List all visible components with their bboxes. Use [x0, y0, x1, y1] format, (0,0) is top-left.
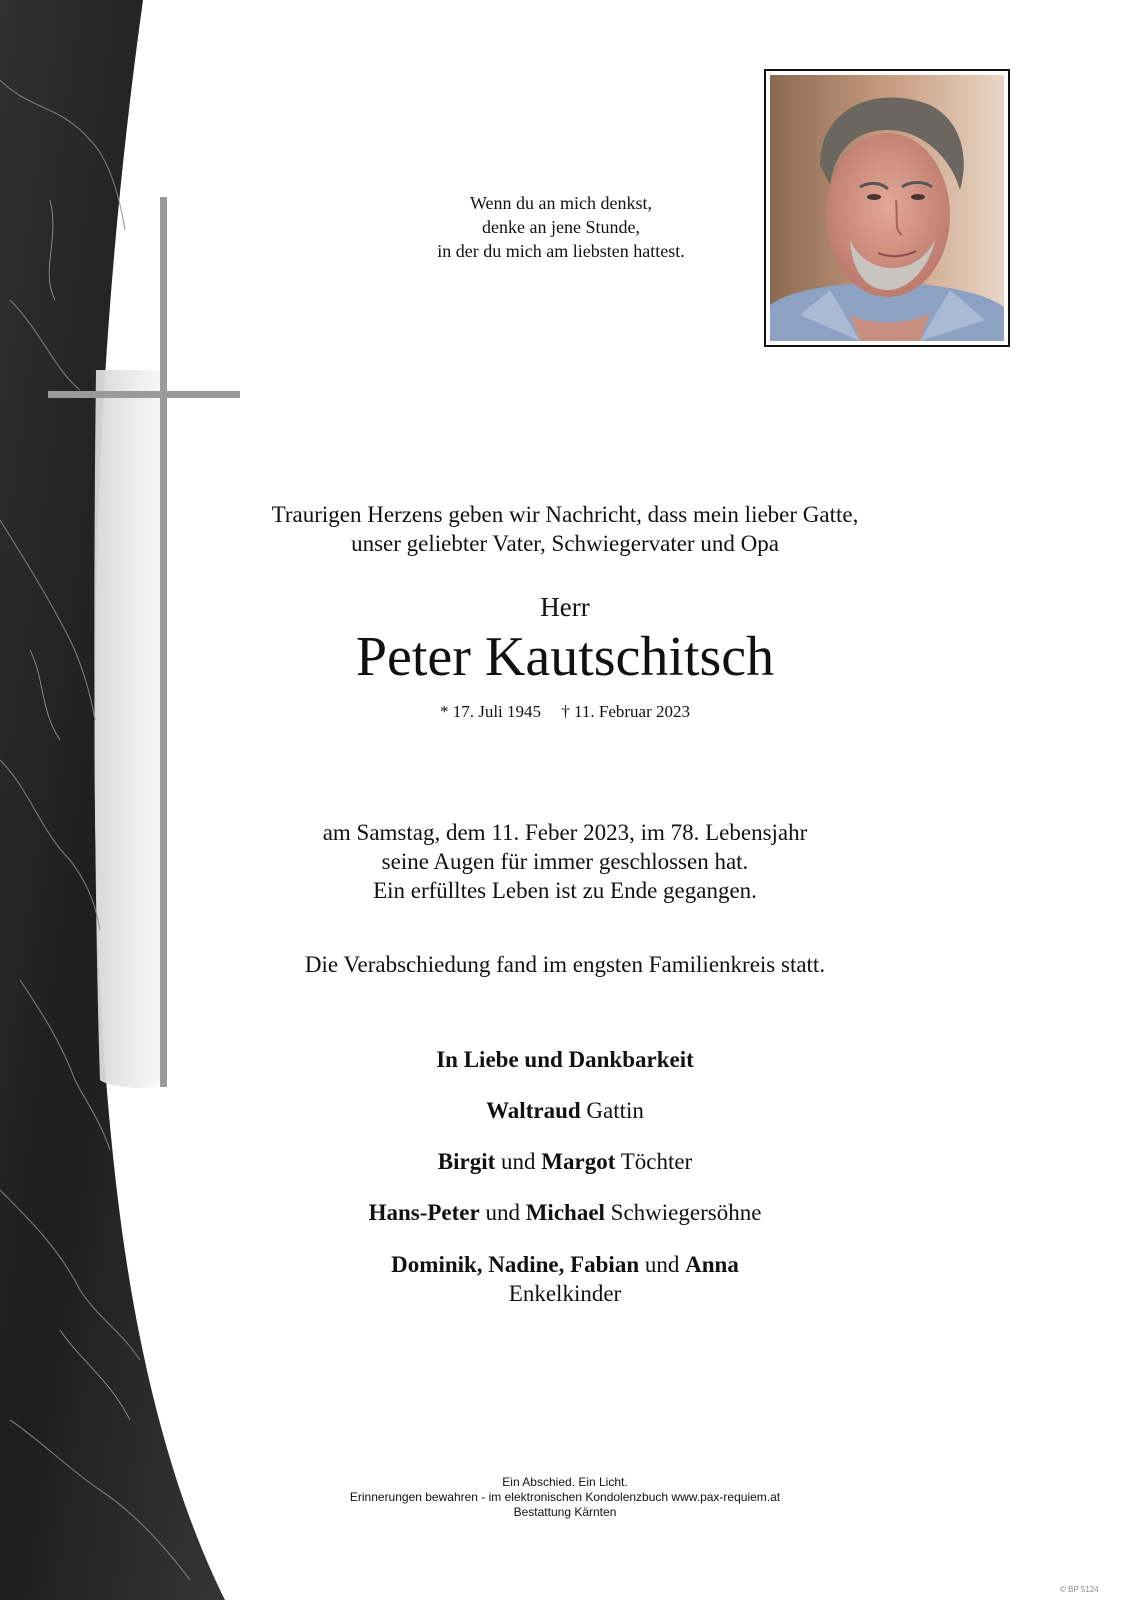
body-line: Ein erfülltes Leben ist zu Ende gegangen.	[373, 878, 757, 903]
grandchildren-role: Enkelkinder	[508, 1281, 622, 1306]
marble-border-with-cross	[0, 0, 240, 1600]
grandchild-name: Anna	[685, 1252, 739, 1277]
print-code: © BP 5124	[1060, 1585, 1099, 1594]
body-line: am Samstag, dem 11. Feber 2023, im 78. Lebensjahr	[322, 820, 808, 845]
footer-line: Erinnerungen bewahren - im elektronischen Kondolenzbuch www.pax-requiem.at	[349, 1490, 781, 1504]
signature-daughters	[220, 1147, 910, 1176]
death-date: † 11. Februar 2023	[561, 702, 691, 721]
signature-spouse	[220, 1096, 910, 1125]
spouse-role: Gattin	[586, 1098, 644, 1123]
conjunction: und	[485, 1200, 520, 1225]
birth-date: * 17. Juli 1945	[439, 702, 542, 721]
grandchild-names: Dominik, Nadine, Fabian	[391, 1252, 640, 1277]
grandchildren-names	[220, 1250, 910, 1279]
footer	[260, 1475, 870, 1520]
salutation: Herr	[540, 592, 590, 622]
signature-heading	[220, 1045, 910, 1074]
signature-sons-in-law	[220, 1198, 910, 1227]
portrait-photo	[770, 75, 1004, 341]
poem-line: Wenn du an mich denkst,	[469, 193, 652, 213]
farewell-notice: Die Verabschiedung fand im engsten Familienkreis statt.	[304, 952, 826, 977]
announcement-intro	[220, 500, 910, 558]
sons-in-law-role: Schwiegersöhne	[610, 1200, 762, 1225]
memorial-poem	[380, 191, 742, 263]
conjunction: und	[644, 1252, 680, 1277]
life-dates	[220, 701, 910, 723]
signature-grandchildren	[220, 1250, 910, 1308]
announcement-body	[220, 818, 910, 905]
daughter-name: Birgit	[437, 1149, 496, 1174]
poem-line: in der du mich am liebsten hattest.	[437, 241, 685, 261]
portrait-frame	[764, 69, 1010, 347]
footer-line: Ein Abschied. Ein Licht.	[502, 1475, 628, 1489]
body-line: seine Augen für immer geschlossen hat.	[381, 849, 749, 874]
footer-line: Bestattung Kärnten	[513, 1505, 617, 1519]
intro-line: Traurigen Herzens geben wir Nachricht, dass mein lieber Gatte,	[271, 502, 859, 527]
deceased-name: Peter Kautschitsch	[355, 626, 775, 688]
signature-heading-text: In Liebe und Dankbarkeit	[436, 1047, 694, 1072]
daughters-role: Töchter	[620, 1149, 693, 1174]
daughter-name: Margot	[541, 1149, 616, 1174]
spouse-name: Waltraud	[486, 1098, 581, 1123]
son-in-law-name: Michael	[525, 1200, 605, 1225]
intro-line: unser geliebter Vater, Schwiegervater und Opa	[351, 531, 779, 556]
poem-line: denke an jene Stunde,	[482, 217, 640, 237]
son-in-law-name: Hans-Peter	[368, 1200, 480, 1225]
conjunction: und	[501, 1149, 536, 1174]
